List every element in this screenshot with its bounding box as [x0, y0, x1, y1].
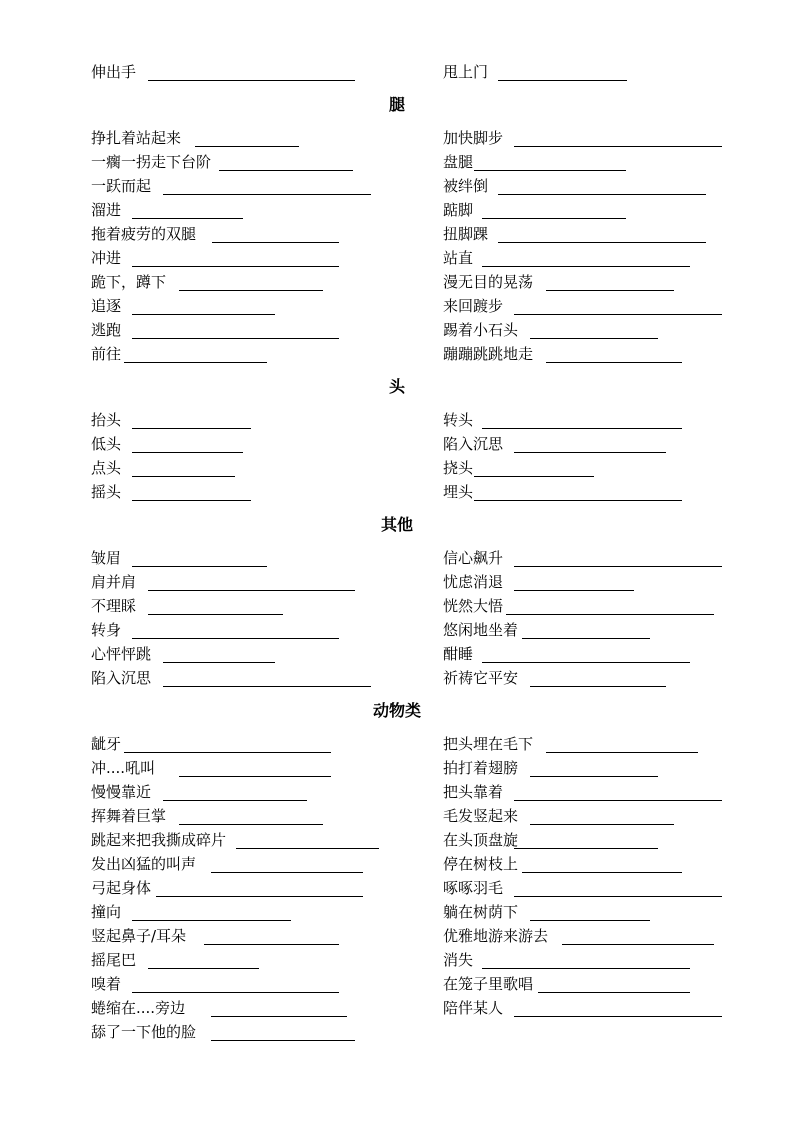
answer-blank-line[interactable] — [132, 992, 339, 993]
phrase-item — [443, 175, 731, 197]
phrase-row — [91, 997, 731, 1019]
phrase-label: 低头 — [91, 435, 122, 453]
phrase-label: 在头顶盘旋 — [443, 831, 519, 849]
phrase-item — [91, 997, 443, 1019]
phrase-label: 酣睡 — [443, 645, 474, 663]
phrase-label: 弓起身体 — [91, 879, 152, 897]
phrase-item — [91, 409, 443, 431]
phrase-row — [91, 319, 731, 341]
answer-blank-line[interactable] — [514, 452, 666, 453]
answer-blank-line[interactable] — [163, 800, 307, 801]
phrase-item — [91, 175, 443, 197]
phrase-label: 前往 — [91, 345, 122, 363]
phrase-label: 优雅地游来游去 — [443, 927, 549, 945]
answer-blank-line[interactable] — [530, 776, 658, 777]
phrase-label: 皱眉 — [91, 549, 122, 567]
answer-blank-line[interactable] — [163, 662, 275, 663]
phrase-item — [443, 295, 731, 317]
phrase-label: 恍然大悟 — [443, 597, 504, 615]
phrase-item — [443, 199, 731, 221]
phrase-label: 把头靠着 — [443, 783, 504, 801]
phrase-label: 拍打着翅膀 — [443, 759, 519, 777]
phrase-item — [91, 733, 443, 755]
phrase-item — [443, 829, 731, 851]
phrase-label: 摇尾巴 — [91, 951, 137, 969]
answer-blank-line[interactable] — [163, 686, 371, 687]
phrase-row — [91, 151, 731, 173]
phrase-item — [91, 829, 443, 851]
phrase-item — [91, 781, 443, 803]
answer-blank-line[interactable] — [132, 218, 243, 219]
phrase-label: 盘腿 — [443, 153, 474, 171]
phrase-row — [91, 343, 731, 365]
phrase-row — [91, 127, 731, 149]
answer-blank-line[interactable] — [124, 752, 331, 753]
answer-blank-line[interactable] — [132, 920, 291, 921]
phrase-item — [91, 949, 443, 971]
phrase-item — [443, 619, 731, 641]
phrase-label: 转头 — [443, 411, 474, 429]
phrase-label: 一跃而起 — [91, 177, 152, 195]
phrase-label: 陷入沉思 — [443, 435, 504, 453]
answer-blank-line[interactable] — [482, 968, 690, 969]
phrase-label: 伸出手 — [91, 63, 137, 81]
phrase-item — [91, 127, 443, 149]
phrase-item — [443, 571, 731, 593]
phrase-item — [91, 343, 443, 365]
phrase-label: 忧虑消退 — [443, 573, 504, 591]
phrase-row — [91, 409, 731, 431]
phrase-row — [91, 733, 731, 755]
answer-blank-line[interactable] — [514, 146, 722, 147]
answer-blank-line[interactable] — [514, 800, 722, 801]
phrase-row — [91, 877, 731, 899]
phrase-label: 啄啄羽毛 — [443, 879, 504, 897]
phrase-item — [443, 667, 731, 689]
phrase-row — [91, 247, 731, 269]
answer-blank-line[interactable] — [530, 920, 650, 921]
phrase-item — [91, 151, 443, 173]
phrase-item — [443, 973, 731, 995]
phrase-label: 心怦怦跳 — [91, 645, 152, 663]
phrase-label: 肩并肩 — [91, 573, 137, 591]
phrase-item — [443, 61, 731, 83]
phrase-item — [91, 199, 443, 221]
phrase-item — [91, 1021, 443, 1043]
phrase-label: 冲....吼叫 — [91, 759, 156, 777]
answer-blank-line[interactable] — [546, 752, 698, 753]
phrase-label: 蜷缩在....旁边 — [91, 999, 186, 1017]
phrase-item — [443, 925, 731, 947]
answer-blank-line[interactable] — [538, 992, 690, 993]
section-heading: 动物类 — [372, 701, 421, 720]
answer-blank-line[interactable] — [530, 686, 666, 687]
answer-blank-line[interactable] — [474, 500, 682, 501]
phrase-item — [443, 781, 731, 803]
answer-blank-line[interactable] — [522, 638, 650, 639]
phrase-item — [91, 271, 443, 293]
phrase-item — [91, 925, 443, 947]
phrase-label: 挠头 — [443, 459, 474, 477]
phrase-label: 悠闲地坐着 — [443, 621, 519, 639]
phrase-row — [91, 271, 731, 293]
phrase-label: 祈祷它平安 — [443, 669, 519, 687]
phrase-item — [443, 247, 731, 269]
answer-blank-line[interactable] — [219, 170, 353, 171]
phrase-item — [443, 901, 731, 923]
phrase-row — [91, 757, 731, 779]
phrase-item — [91, 481, 443, 503]
answer-blank-line[interactable] — [132, 500, 251, 501]
phrase-label: 漫无目的晃荡 — [443, 273, 534, 291]
phrase-label: 嗅着 — [91, 975, 122, 993]
phrase-item — [443, 151, 731, 173]
phrase-item — [91, 571, 443, 593]
phrase-label: 摇头 — [91, 483, 122, 501]
phrase-label: 毛发竖起来 — [443, 807, 519, 825]
phrase-item — [91, 61, 443, 83]
phrase-label: 转身 — [91, 621, 122, 639]
phrase-item — [91, 547, 443, 569]
phrase-label: 溜进 — [91, 201, 122, 219]
phrase-row — [91, 667, 731, 689]
answer-blank-line[interactable] — [148, 614, 283, 615]
phrase-item — [443, 343, 731, 365]
phrase-row — [91, 925, 731, 947]
phrase-label: 跪下，蹲下 — [91, 273, 167, 291]
phrase-label: 躺在树荫下 — [443, 903, 519, 921]
phrase-label: 陷入沉思 — [91, 669, 152, 687]
phrase-row — [91, 61, 731, 83]
phrase-label: 挣扎着站起来 — [91, 129, 182, 147]
answer-blank-line[interactable] — [132, 428, 251, 429]
phrase-label: 加快脚步 — [443, 129, 504, 147]
answer-blank-line[interactable] — [562, 944, 714, 945]
answer-blank-line[interactable] — [124, 362, 267, 363]
answer-blank-line[interactable] — [506, 614, 714, 615]
phrase-row — [91, 1021, 731, 1043]
phrase-label: 竖起鼻子/耳朵 — [91, 927, 187, 945]
answer-blank-line[interactable] — [132, 314, 275, 315]
phrase-label: 甩上门 — [443, 63, 489, 81]
phrase-item — [443, 595, 731, 617]
phrase-item — [443, 127, 731, 149]
answer-blank-line[interactable] — [498, 194, 706, 195]
answer-blank-line[interactable] — [474, 170, 626, 171]
phrase-label: 陪伴某人 — [443, 999, 504, 1017]
phrase-row — [91, 199, 731, 221]
phrase-item — [443, 949, 731, 971]
phrase-row — [91, 295, 731, 317]
phrase-label: 站直 — [443, 249, 474, 267]
phrase-row — [91, 433, 731, 455]
answer-blank-line[interactable] — [195, 146, 299, 147]
answer-blank-line[interactable] — [211, 1040, 355, 1041]
phrase-label: 被绊倒 — [443, 177, 489, 195]
answer-blank-line[interactable] — [148, 590, 355, 591]
phrase-label: 跳起来把我撕成碎片 — [91, 831, 227, 849]
answer-blank-line[interactable] — [212, 242, 339, 243]
phrase-item — [91, 643, 443, 665]
phrase-label: 舔了一下他的脸 — [91, 1023, 197, 1041]
phrase-item — [443, 547, 731, 569]
phrase-item — [91, 247, 443, 269]
phrase-row — [91, 547, 731, 569]
answer-blank-line[interactable] — [156, 896, 363, 897]
phrase-item — [443, 433, 731, 455]
phrase-label: 踢着小石头 — [443, 321, 519, 339]
answer-blank-line[interactable] — [148, 968, 259, 969]
answer-blank-line[interactable] — [514, 896, 722, 897]
answer-blank-line[interactable] — [546, 290, 674, 291]
answer-blank-line[interactable] — [132, 476, 235, 477]
answer-blank-line[interactable] — [179, 824, 323, 825]
phrase-row — [91, 949, 731, 971]
phrase-item — [91, 457, 443, 479]
phrase-row — [91, 595, 731, 617]
phrase-label: 点头 — [91, 459, 122, 477]
phrase-item — [91, 853, 443, 875]
phrase-label: 在笼子里歌唱 — [443, 975, 534, 993]
phrase-item — [443, 877, 731, 899]
phrase-label: 把头埋在毛下 — [443, 735, 534, 753]
phrase-item — [91, 619, 443, 641]
answer-blank-line[interactable] — [482, 218, 626, 219]
phrase-row — [91, 175, 731, 197]
phrase-item — [443, 733, 731, 755]
answer-blank-line[interactable] — [132, 338, 339, 339]
phrase-item — [443, 271, 731, 293]
phrase-item — [91, 757, 443, 779]
phrase-item — [443, 643, 731, 665]
answer-blank-line[interactable] — [498, 80, 627, 81]
phrase-label: 冲进 — [91, 249, 122, 267]
answer-blank-line[interactable] — [204, 944, 339, 945]
phrase-row — [91, 853, 731, 875]
phrase-item — [91, 595, 443, 617]
phrase-row — [91, 973, 731, 995]
phrase-row — [91, 571, 731, 593]
phrase-item — [443, 757, 731, 779]
phrase-row — [91, 829, 731, 851]
answer-blank-line[interactable] — [546, 362, 682, 363]
phrase-label: 来回踱步 — [443, 297, 504, 315]
phrase-label: 信心飙升 — [443, 549, 504, 567]
phrase-item — [91, 319, 443, 341]
answer-blank-line[interactable] — [211, 1016, 347, 1017]
phrase-item — [91, 973, 443, 995]
phrase-item — [443, 1021, 731, 1043]
answer-blank-line[interactable] — [522, 872, 682, 873]
phrase-item — [91, 877, 443, 899]
phrase-label: 撞向 — [91, 903, 122, 921]
section-heading: 头 — [388, 377, 405, 396]
phrase-label: 龇牙 — [91, 735, 122, 753]
answer-blank-line[interactable] — [514, 314, 722, 315]
phrase-label: 踮脚 — [443, 201, 474, 219]
answer-blank-line[interactable] — [514, 566, 722, 567]
answer-blank-line[interactable] — [514, 590, 634, 591]
answer-blank-line[interactable] — [236, 848, 379, 849]
answer-blank-line[interactable] — [132, 266, 339, 267]
phrase-item — [443, 223, 731, 245]
answer-blank-line[interactable] — [163, 194, 371, 195]
answer-blank-line[interactable] — [514, 848, 658, 849]
answer-blank-line[interactable] — [482, 428, 682, 429]
answer-blank-line[interactable] — [132, 566, 267, 567]
answer-blank-line[interactable] — [474, 476, 594, 477]
phrase-item — [443, 853, 731, 875]
phrase-label: 埋头 — [443, 483, 474, 501]
phrase-row — [91, 457, 731, 479]
answer-blank-line[interactable] — [530, 338, 658, 339]
phrase-label: 发出凶猛的叫声 — [91, 855, 197, 873]
phrase-row — [91, 805, 731, 827]
phrase-label: 一瘸一拐走下台阶 — [91, 153, 212, 171]
phrase-label: 追逐 — [91, 297, 122, 315]
phrase-label: 逃跑 — [91, 321, 122, 339]
phrase-item — [91, 223, 443, 245]
answer-blank-line[interactable] — [132, 638, 339, 639]
phrase-item — [443, 409, 731, 431]
phrase-label: 蹦蹦跳跳地走 — [443, 345, 534, 363]
answer-blank-line[interactable] — [498, 242, 706, 243]
phrase-item — [443, 997, 731, 1019]
phrase-item — [91, 805, 443, 827]
phrase-item — [443, 319, 731, 341]
phrase-item — [91, 667, 443, 689]
phrase-label: 挥舞着巨掌 — [91, 807, 167, 825]
phrase-row — [91, 781, 731, 803]
section-heading: 腿 — [388, 95, 405, 114]
phrase-item — [91, 295, 443, 317]
phrase-item — [91, 433, 443, 455]
answer-blank-line[interactable] — [514, 1016, 722, 1017]
phrase-row — [91, 643, 731, 665]
phrase-label: 拖着疲劳的双腿 — [91, 225, 197, 243]
phrase-label: 消失 — [443, 951, 474, 969]
phrase-item — [443, 805, 731, 827]
phrase-label: 抬头 — [91, 411, 122, 429]
phrase-label: 不理睬 — [91, 597, 137, 615]
phrase-item — [443, 481, 731, 503]
phrase-label: 慢慢靠近 — [91, 783, 152, 801]
phrase-row — [91, 619, 731, 641]
answer-blank-line[interactable] — [148, 80, 355, 81]
section-heading: 其他 — [380, 515, 413, 534]
phrase-label: 停在树枝上 — [443, 855, 519, 873]
phrase-item — [91, 901, 443, 923]
answer-blank-line[interactable] — [179, 776, 331, 777]
phrase-row — [91, 223, 731, 245]
answer-blank-line[interactable] — [211, 872, 363, 873]
answer-blank-line[interactable] — [530, 824, 674, 825]
phrase-label: 扭脚踝 — [443, 225, 489, 243]
phrase-item — [443, 457, 731, 479]
answer-blank-line[interactable] — [132, 452, 243, 453]
answer-blank-line[interactable] — [482, 266, 690, 267]
answer-blank-line[interactable] — [482, 662, 690, 663]
answer-blank-line[interactable] — [179, 290, 323, 291]
phrase-row — [91, 481, 731, 503]
phrase-row — [91, 901, 731, 923]
